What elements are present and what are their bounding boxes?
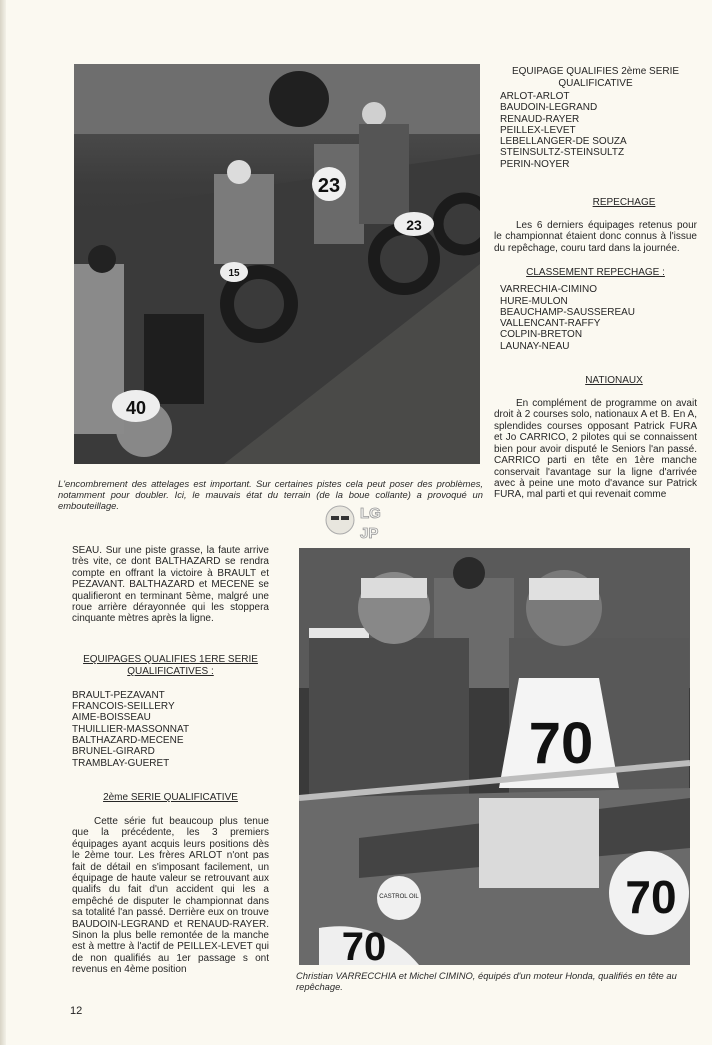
list-item: VARRECHIA-CIMINO	[500, 284, 598, 296]
list-item: ARLOT-ARLOT	[500, 91, 570, 102]
list-item: PERIN-NOYER	[500, 158, 570, 170]
list-item: BAUDOIN-LEGRAND	[500, 102, 598, 114]
svg-text:JP: JP	[360, 525, 379, 542]
plate-number: 70	[341, 925, 387, 965]
serie2-qualified-heading: EQUIPAGE QUALIFIES 2ème SERIE QUALIFICATIVE	[511, 66, 680, 89]
serie2-section-heading: 2ème SERIE QUALIFICATIVE	[103, 791, 238, 803]
list-item: FRANCOIS-SEILLERY	[72, 701, 175, 713]
plate-number: 23	[406, 217, 422, 233]
serie1-team-list	[72, 690, 269, 769]
list-item: VALLENCANT-RAFFY	[500, 318, 601, 330]
plate-number: 23	[317, 175, 341, 197]
serie2-team-list	[500, 91, 697, 170]
serie1-qualified-heading: EQUIPAGES QUALIFIES 1ERE SERIE QUALIFICATIVES :	[83, 653, 258, 677]
page-fold-shadow	[0, 0, 6, 1045]
list-item: PEILLEX-LEVET	[500, 124, 576, 136]
nationaux-text: En complément de programme on avait droit à 2 courses solo, nationaux A et B. En A, splendides courses opposant Patrick FURA et Jo CARRICO, 2 pilotes qui se connaissent bien pour avoir disputé le Seniors l'an passé. CARRICO parti en tête en 1ère manche conservait l'avantage sur la ligne d'arrivée avec à peine une moto d'avance sur Patrick FURA, mal parti et qui revenait comme	[494, 398, 697, 501]
left-column-lower	[72, 545, 269, 976]
list-item: HURE-MULON	[500, 295, 568, 307]
right-column-top	[494, 66, 697, 501]
page-number: 12	[70, 1005, 83, 1017]
list-item: THUILLIER-MASSONNAT	[72, 723, 190, 735]
list-item: LEBELLANGER-DE SOUZA	[500, 136, 627, 148]
list-item: STEINSULTZ-STEINSULTZ	[500, 147, 625, 159]
watermark-logo	[322, 496, 382, 544]
photo2-caption: Christian VARRECCHIA et Michel CIMINO, équipés d'un moteur Honda, qualifiés en tête au repêchage.	[296, 970, 677, 992]
photo1-caption: L'encombrement des attelages est important. Sur certaines pistes cela peut poser des problèmes, notamment pour doubler. Ici, le mauvais état du terrain (de la boue collante) a provoqué un embouteillage.	[58, 478, 483, 511]
photo-varrecchia-cimino	[299, 548, 690, 965]
list-item: BALTHAZARD-MECENE	[72, 735, 184, 747]
serie2-section-text: Cette série fut beaucoup plus tenue que la précédente, les 3 premiers équipages ayant acquis leurs positions dès le 2ème tour. Les frères ARLOT n'ont pas fait de détail en s'imposant facilement, un équipage de haute valeur se retrouvant aux qualifs du fait d'un accident qui les a empêché de disputer le championnat dans sa totalité l'an passé. Derrière eux on trouve BAUDOIN-LEGRAND et RENAUD-RAYER. Sinon la plus belle remontée de la manche est à mettre à l'actif de PEILLEX-LEVET qui de non qualifiés au 1er passage s ont revenus en 4ème position	[72, 815, 269, 976]
list-item: COLPIN-BRETON	[500, 329, 583, 341]
nationaux-heading: NATIONAUX	[585, 375, 643, 387]
plate-number: 40	[125, 398, 147, 418]
bib-number: 70	[528, 711, 594, 776]
list-item: LAUNAY-NEAU	[500, 340, 570, 352]
list-item: TRAMBLAY-GUERET	[72, 757, 170, 769]
classement-heading: CLASSEMENT REPECHAGE :	[526, 267, 665, 279]
intro-paragraph: SEAU. Sur une piste grasse, la faute arrive très vite, ce dont BALTHAZARD se rendra compte en offrant la victoire à BRAULT et PEZAVANT. BALTHAZARD et MECENE se qualifieront en terminant 5ème, malgré une roue arrière dérayonnée qui les stoppera cinquante mètres après la ligne.	[72, 545, 269, 625]
plate-number: 70	[625, 871, 677, 923]
list-item: BRAULT-PEZAVANT	[72, 689, 165, 701]
repechage-heading: REPECHAGE	[592, 197, 656, 209]
photo-sidecar-traffic-jam	[74, 64, 480, 464]
list-item: BRUNEL-GIRARD	[72, 746, 155, 758]
list-item: RENAUD-RAYER	[500, 113, 580, 125]
list-item: AIME-BOISSEAU	[72, 712, 151, 724]
classement-team-list	[500, 284, 697, 352]
plate-number: 15	[228, 268, 240, 279]
list-item: BEAUCHAMP-SAUSSEREAU	[500, 306, 636, 318]
repechage-text: Les 6 derniers équipages retenus pour le championnat étaient donc connus à l'issue du repêchage, couru tard dans la journée.	[494, 220, 697, 254]
svg-text:LG: LG	[360, 505, 381, 522]
sidecar-sticker: CASTROL OIL	[379, 894, 419, 900]
